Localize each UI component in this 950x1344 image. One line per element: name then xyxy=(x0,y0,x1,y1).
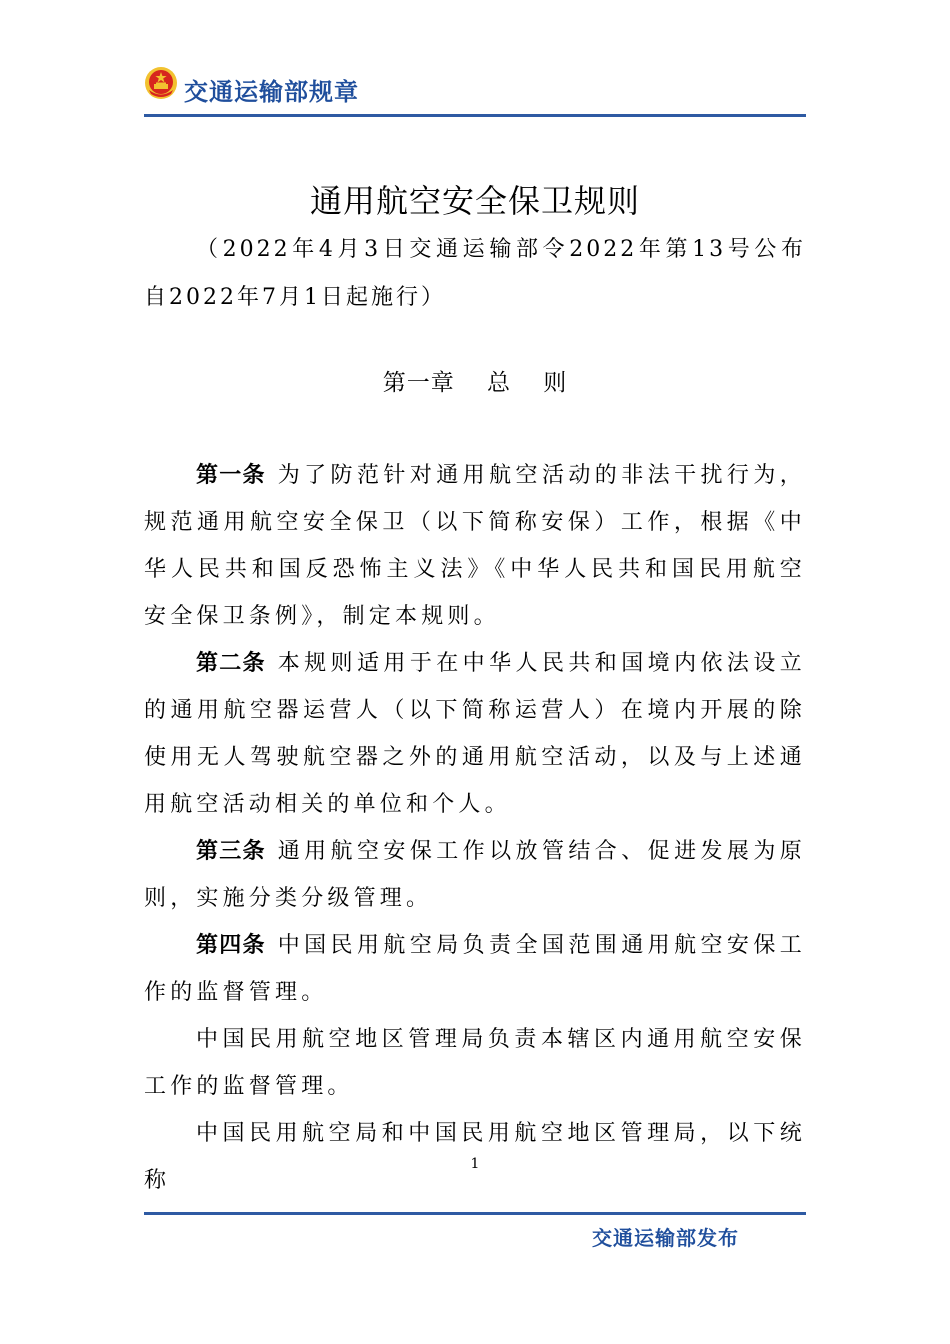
footer-divider xyxy=(144,1212,806,1215)
header-divider xyxy=(144,114,806,117)
paragraph-text: 中国民用航空局和中国民用航空地区管理局，以下统称 xyxy=(144,1121,806,1193)
article-label: 第三条 xyxy=(196,839,266,864)
article-paragraph xyxy=(144,452,806,640)
article-paragraph xyxy=(144,828,806,922)
page-number: 1 xyxy=(470,1156,480,1172)
body-paragraph xyxy=(144,1016,806,1110)
national-emblem-icon xyxy=(144,66,178,100)
article-label: 第二条 xyxy=(196,651,266,676)
article-label: 第四条 xyxy=(196,933,266,958)
page-header xyxy=(144,64,806,114)
article-label: 第一条 xyxy=(196,463,266,488)
document-subtitle: （2022年4月3日交通运输部令2022年第13号公布 自2022年7月1日起施行） xyxy=(144,237,806,310)
paragraph-text: 中国民用航空地区管理局负责本辖区内通用航空安保工作的监督管理。 xyxy=(144,1027,806,1099)
article-text: 中国民用航空局负责全国范围通用航空安保工作的监督管理。 xyxy=(144,933,806,1005)
header-title: 交通运输部规章 xyxy=(184,78,359,106)
article-paragraph xyxy=(144,922,806,1016)
article-paragraph xyxy=(144,640,806,828)
article-text: 通用航空安保工作以放管结合、促进发展为原则，实施分类分级管理。 xyxy=(144,839,806,911)
article-text: 本规则适用于在中华人民共和国境内依法设立的通用航空器运营人（以下简称运营人）在境内开展的除使用无人驾驶航空器之外的通用航空活动，以及与上述通用航空活动相关的单位和个人。 xyxy=(144,651,806,817)
document-body xyxy=(144,452,806,1204)
footer-publisher: 交通运输部发布 xyxy=(592,1226,739,1250)
document-title: 通用航空安全保卫规则 xyxy=(309,182,640,220)
article-text: 为了防范针对通用航空活动的非法干扰行为，规范通用航空安全保卫（以下简称安保）工作，根据《中华人民共和国反恐怖主义法》《中华人民共和国民用航空安全保卫条例》，制定本规则。 xyxy=(144,463,806,629)
chapter-heading: 第一章 总 则 xyxy=(382,370,568,396)
